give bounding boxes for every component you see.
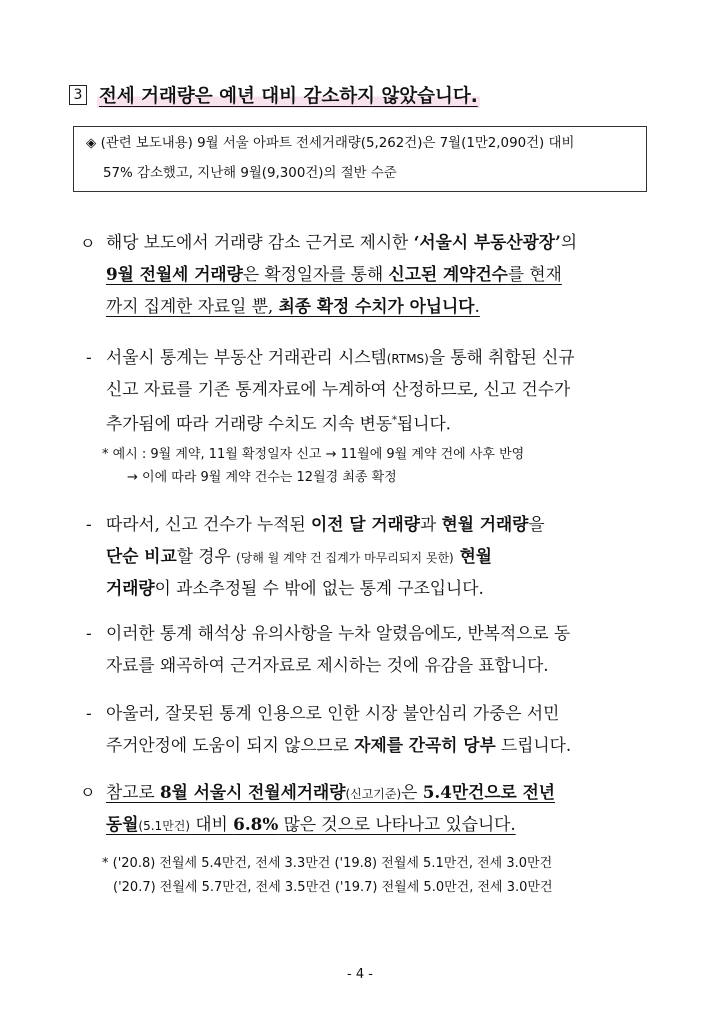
text: 거래량 bbox=[106, 578, 155, 598]
text: 을 bbox=[528, 514, 545, 534]
text: 할 경우 bbox=[176, 546, 236, 566]
text: 해당 보도에서 거래량 감소 근거로 제시한 bbox=[106, 232, 414, 252]
text: 추가됨에 따라 거래량 수치도 지속 변동 bbox=[106, 413, 393, 434]
text: (신고기준) bbox=[345, 787, 402, 801]
bullet1-line-2: 신고 자료를 기존 통계자료에 누계하여 산정하므로, 신고 건수가 bbox=[106, 379, 571, 399]
bullet2-line-3 bbox=[106, 572, 484, 604]
para2-line-1 bbox=[106, 776, 555, 810]
text: 자제를 간곡히 당부 bbox=[354, 735, 496, 755]
text: 를 현재 bbox=[507, 264, 562, 284]
text: 9월 전월세 거래량 bbox=[106, 264, 243, 284]
dash-bullet: - bbox=[86, 703, 92, 723]
circle-bullet: ㅇ bbox=[80, 783, 96, 802]
text: 6.8% bbox=[233, 814, 279, 834]
footnote-mark: * bbox=[392, 415, 398, 426]
text: ‘서울시 부동산광장’ bbox=[413, 232, 561, 252]
text: 단순 비교 bbox=[106, 546, 177, 566]
text: 8월 서울시 전월세거래량 bbox=[159, 782, 346, 802]
bullet1-line-3 bbox=[106, 405, 451, 440]
para2-line-2 bbox=[106, 808, 516, 842]
text: (5.1만건) bbox=[138, 819, 191, 833]
text: 드립니다. bbox=[495, 735, 572, 755]
text: 동월 bbox=[106, 814, 139, 834]
dash-bullet: - bbox=[86, 514, 92, 534]
text: 현월 bbox=[453, 546, 492, 566]
text: (당해 월 계약 건 집계가 마무리되지 못한) bbox=[236, 551, 454, 565]
text: 을 통해 취합된 신규 bbox=[428, 347, 575, 367]
para1-line-3 bbox=[106, 290, 480, 322]
section-number: 3 bbox=[69, 85, 87, 105]
text: . bbox=[474, 296, 480, 316]
summary-box bbox=[73, 126, 647, 192]
section-heading bbox=[69, 78, 480, 112]
note2-line-1: * ('20.8) 전월세 5.4만건, 전세 3.3만건 ('19.8) 전월세 5.1만건, 전세 3.0만건 bbox=[102, 856, 553, 871]
note1-line-1: * 예시 : 9월 계약, 11월 확정일자 신고 → 11월에 9월 계약 건에 사후 반영 bbox=[102, 447, 525, 462]
text: 은 확정일자를 통해 bbox=[242, 264, 389, 284]
text: 주거안정에 도움이 되지 않으므로 bbox=[106, 735, 355, 755]
bullet4-line-1: 아울러, 잘못된 통계 인용으로 인한 시장 불안심리 가중은 서민 bbox=[106, 703, 560, 723]
text: 대비 bbox=[190, 814, 234, 834]
text: 과 bbox=[419, 514, 442, 534]
bullet1-line-1 bbox=[106, 341, 575, 375]
summary-text-1: (관련 보도내용) 9월 서울 아파트 전세거래량(5,262건)은 7월(1만2,090건) 대비 bbox=[100, 136, 575, 151]
text: 현월 거래량 bbox=[441, 514, 529, 534]
summary-line-1 bbox=[86, 129, 646, 159]
bullet3-line-2: 자료를 왜곡하여 근거자료로 제시하는 것에 유감을 표합니다. bbox=[106, 655, 549, 675]
para1-line-1 bbox=[106, 226, 577, 258]
bullet3-line-1: 이러한 통계 해석상 유의사항을 누차 알렸음에도, 반복적으로 동 bbox=[106, 623, 571, 643]
page-number: - 4 - bbox=[347, 967, 373, 982]
dash-bullet: - bbox=[86, 623, 92, 643]
note1-line-2: → 이에 따라 9월 계약 건수는 12월경 최종 확정 bbox=[127, 470, 397, 485]
para1-line-2 bbox=[106, 258, 562, 290]
circle-bullet: ㅇ bbox=[80, 234, 96, 253]
text: 됩니다. bbox=[397, 413, 452, 434]
text: 이 과소추정될 수 밖에 없는 통계 구조입니다. bbox=[154, 578, 484, 598]
bullet2-line-2 bbox=[106, 540, 492, 574]
text: 은 bbox=[401, 782, 423, 802]
text: 까지 집계한 자료일 뿐, bbox=[106, 296, 279, 316]
text: 의 bbox=[560, 232, 578, 252]
text: 이전 달 거래량 bbox=[311, 514, 420, 534]
diamond-icon: ◈ bbox=[86, 136, 97, 151]
dash-bullet: - bbox=[86, 347, 92, 367]
text: 참고로 bbox=[106, 782, 160, 802]
text: 서울시 통계는 부동산 거래관리 시스템 bbox=[106, 347, 387, 367]
text: 5.4만건으로 전년 bbox=[422, 782, 556, 802]
text: 따라서, 신고 건수가 누적된 bbox=[106, 514, 311, 534]
bullet4-line-2 bbox=[106, 729, 571, 761]
text: (RTMS) bbox=[386, 352, 429, 366]
note2-line-2: ('20.7) 전월세 5.7만건, 전세 3.5만건 ('19.7) 전월세 5.0만건, 전세 3.0만건 bbox=[113, 880, 553, 895]
section-title: 전세 거래량은 예년 대비 감소하지 않았습니다. bbox=[97, 82, 480, 108]
text: 많은 것으로 나타나고 있습니다. bbox=[278, 814, 516, 834]
text: 신고된 계약건수 bbox=[388, 264, 508, 284]
text: 최종 확정 수치가 아닙니다 bbox=[278, 296, 475, 316]
summary-text-2: 57% 감소했고, 지난해 9월(9,300건)의 절반 수준 bbox=[103, 166, 397, 181]
bullet2-line-1 bbox=[106, 508, 545, 540]
